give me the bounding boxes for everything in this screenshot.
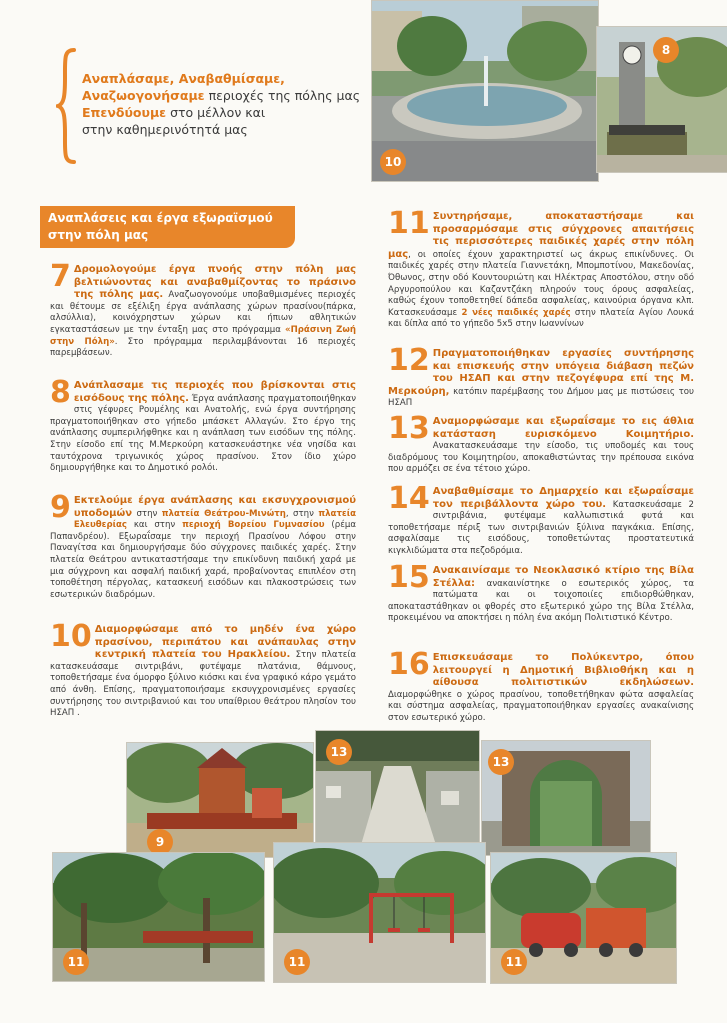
item-15: 15 Ανακαινίσαμε το Νεοκλασικό κτίριο της Βίλα Στέλλα: ανακαινίστηκε ο εσωτερικός χώρος, τα πατώματα και οι τοιχοποιίες επιδιορθώθηκαν, αποκαταστάθηκαν οι φθορές στο εξωτερικό χώρο της Βίλα Στέλλα, προκειμένου να αποκτήσει η πόλη ένα ακόμη Πολιτιστικό Κέντρο. <box>388 560 694 624</box>
photo-clock-tower <box>596 26 727 173</box>
section-heading: Αναπλάσεις και έργα εξωραϊσμού στην πόλη μας <box>40 206 295 248</box>
photo-badge: 11 <box>501 949 527 975</box>
photo-playground-wood <box>126 742 314 858</box>
photo-stone-arch <box>481 740 651 856</box>
photo-swings <box>273 842 486 983</box>
photo-badge: 8 <box>653 37 679 63</box>
photo-badge: 13 <box>326 739 352 765</box>
item-14: 14 Αναβαθμίσαμε το Δημαρχείο και εξωραΐσαμε τον περιβάλλοντα χώρο του. Κατασκευάσαμε 2 σιντριβάνια, φυτέψαμε καλλωπιστικά φυτά και τοποθετήσαμε πέριξ των σιντριβανιών ξύλινα παγκάκια. Επίσης, ασφαλίσαμε τις εισόδους, τοποθετώντας προστατευτικά κιγκλιδώματα στα πεζοδρόμια. <box>388 481 694 556</box>
intro-statement: Αναπλάσαμε, Αναβαθμίσαμε, Αναζωογονήσαμε περιοχές της πόλης μας Επενδύουμε στο μέλλον και στην καθημερινότητά μας <box>82 71 361 137</box>
photo-badge: 11 <box>284 949 310 975</box>
photo-fountain-square <box>371 0 599 182</box>
photo-badge: 11 <box>63 949 89 975</box>
photo-badge: 9 <box>147 829 173 855</box>
photo-play-train <box>490 852 677 984</box>
item-10: 10 Διαμορφώσαμε από το μηδέν ένα χώρο πρασίνου, περιπάτου και ανάπαυλας στην κεντρική πλατεία του Ηρακλείου. Στην πλατεία κατασκευάσαμε σιντριβάνι, φυτέψαμε πλατάνια, θάμνους, τοποθετήσαμε ένα όμορφο ξύλινο κιόσκι και ένα γραφικό κάρο γεμάτο από άνθη. Επίσης, πραγματοποιήσαμε εκσυγχρονισμένες εργασίες συντήρησης του σιντριβανιού και του υπαίθριου θεάτρου πλησίον του ΗΣΑΠ . <box>50 619 356 719</box>
item-12: 12 Πραγματοποιήθηκαν εργασίες συντήρησης και επισκευής στην υπόγεια διάβαση πεζών του ΗΣΑΠ και στην πεζογέφυρα επί της Μ. Μερκούρη, κατόπιν παρέμβασης του Δήμου μας με πιστώσεις του ΗΣΑΠ <box>388 343 694 409</box>
item-11: 11 Συντηρήσαμε, αποκαταστήσαμε και προσαρμόσαμε στις σύγχρονες απαιτήσεις τις περισσότερες παιδικές χαρές στην πόλη μας, οι οποίες έχουν χαρακτηριστεί ως άκρως επικίνδυνες. Οι παιδικές χαρές στην πλατεία Γιαννετάκη, Μπομποτίνου, Μακεδονίας, Όθωνος, στην οδό Κουντουριώτη και Ηλέκτρας Αποστόλου, στην οδό Αργυροπούλου και Καζαντζάκη πληρούν τους όρους ασφαλείας, καθώς έχουν τοποθετηθεί δάπεδα ασφαλείας, καινούρια όργανα κλπ. Κατασκευάσαμε 2 νέες παιδικές χαρές στην πλατεία Αγίου Λουκά και δίπλα από το γήπεδο 5x5 στην Ιωαννίνων <box>388 206 695 330</box>
photo-badge: 13 <box>488 749 514 775</box>
item-7: 7 Δρομολογούμε έργα πνοής στην πόλη μας βελτιώνοντας και αναβαθμίζοντας το πράσινο της πόλης μας. Αναζωογονούμε υποβαθμισμένες περιοχές και θέτουμε σε εξέλιξη έργα ανάπλασης χώρων πρασίνου(πάρκα, αλσύλλια), κοινόχρηστων χώρων και ήπιων αθλητικών εγκαταστάσεων με την ένταξη μας στο πρόγραμμα «Πράσινη Ζωή στην Πόλη». Στο πρόγραμμα περιλαμβάνονται 16 περιοχές παρεμβάσεων. <box>50 259 356 359</box>
item-8: 8 Ανάπλασαμε τις περιοχές που βρίσκονται στις εισόδους της πόλης. Έργα ανάπλασης πραγματοποιήθηκαν στις γέφυρες Ρουμέλης και Ανατολής, ενώ έργα συντήρησης πραγματοποιήθηκαν στο γήπεδο μπάσκετ Αλλαγών. Στο έργο της ανάπλασης συμπεριλήφθηκε και η ανάπλαση των εισόδων της πόλης. Στην είσοδο επί της Μ.Μερκούρη κατασκευάστηκε νέα νησίδα και ταυτόχρονα τριγωνικός χώρος πρασίνου. Στον ίδιο χώρο δημιουργήθηκε και το Δημοτικό ρολόι. <box>50 375 356 474</box>
photo-park-trees <box>52 852 265 982</box>
photo-cemetery-path <box>315 730 480 846</box>
item-13: 13 Αναμορφώσαμε και εξωραΐσαμε το εις άθλια κατάσταση ευρισκόμενο Κοιμητήριο. Ανακατασκευάσαμε την είσοδο, τις υποδομές και τους διαδρόμους του Κοιμητηρίου, αποκαθιστώντας την πρέπουσα εικόνα που αρμόζει σε ένα τέτοιο χώρο. <box>388 411 694 475</box>
photo-badge: 10 <box>380 149 406 175</box>
curly-brace-icon <box>56 48 78 164</box>
item-9: 9 Εκτελούμε έργα ανάπλασης και εκσυγχρονισμού υποδομών στην πλατεία Θεάτρου-Μινώτη, στην πλατεία Ελευθερίας και στην περιοχή Βορείου Γυμνασίου (ρέμα Παπανδρέου). Εξωραΐσαμε την περιοχή Πρασίνου Λόφου στην Παναγίτσα και δημιουργήσαμε δύο σύγχρονες παιδικές χαρές. Στην πλατεία Θεάτρου αντικαταστήσαμε την επικίνδυνη παιδική χαρά με μια σύγχρονη και ασφαλή παιδική χαρά, προβαίνοντας επιπλέον στη τοποθέτηση πέργολας, κατασκευή εισόδων και πλακοστρώσεις των εσωτερικών διαδρόμων. <box>50 490 356 600</box>
item-16: 16 Επισκευάσαμε το Πολύκεντρο, όπου λειτουργεί η Δημοτική Βιβλιοθήκη και η αίθουσα πολιτιστικών εκδηλώσεων. Διαμορφώθηκε ο χώρος πρασίνου, τοποθετήθηκαν φώτα ασφαλείας και σύστημα ασφαλείας, πραγματοποιήθηκαν εργασίες ανακαίνισης στον εσωτερικό χώρο. <box>388 647 694 723</box>
